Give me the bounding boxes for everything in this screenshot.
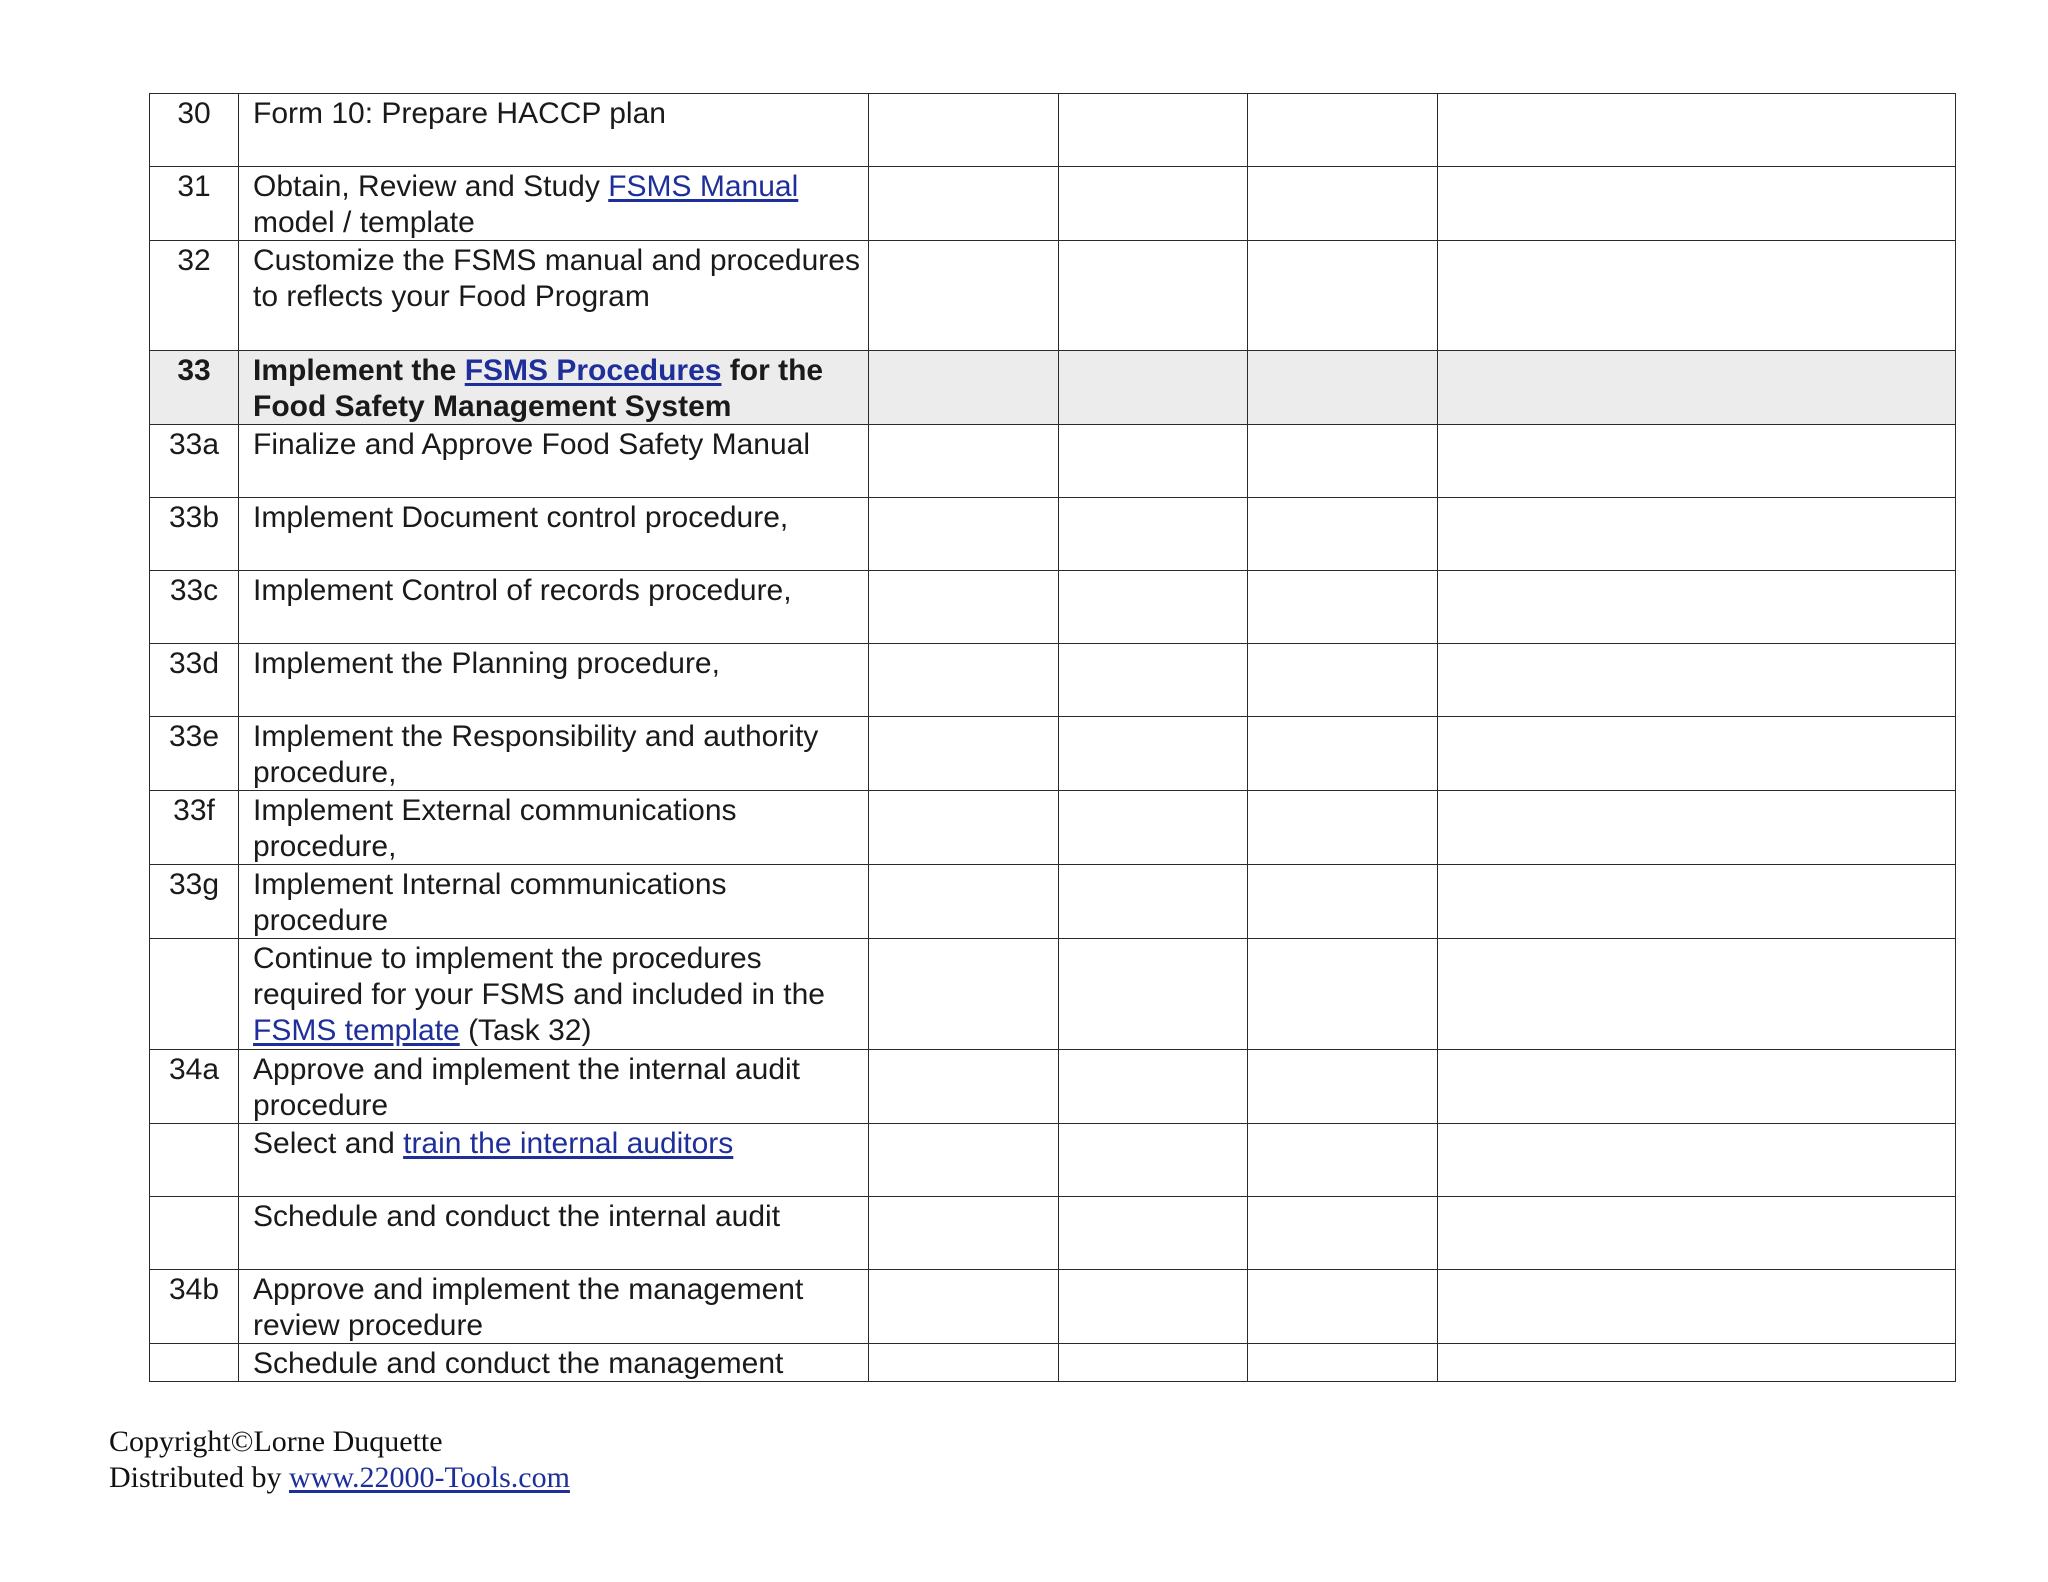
task-table-body [150,94,1956,1382]
date-cell[interactable] [1248,717,1438,791]
status-cell[interactable] [869,94,1059,167]
description-text: Implement the Planning procedure, [253,647,720,680]
notes-cell[interactable] [1438,571,1956,644]
task-number: 33e [150,717,239,791]
task-description [239,865,869,939]
task-description [239,644,869,717]
task-number: 33a [150,425,239,498]
date-cell[interactable] [1248,939,1438,1050]
status-cell[interactable] [869,241,1059,351]
notes-cell[interactable] [1438,425,1956,498]
description-text: model / template [253,206,475,239]
responsible-cell[interactable] [1059,425,1248,498]
description-text: Obtain, Review and Study [253,170,609,203]
reference-link[interactable]: train the internal auditors [403,1127,734,1160]
task-number: 33 [150,351,239,425]
task-description [239,571,869,644]
task-row [150,791,1956,865]
date-cell[interactable] [1248,644,1438,717]
responsible-cell[interactable] [1059,1197,1248,1270]
status-cell[interactable] [869,1124,1059,1197]
notes-cell[interactable] [1438,644,1956,717]
date-cell[interactable] [1248,571,1438,644]
task-row [150,425,1956,498]
description-text: Approve and implement the internal audit procedure [253,1053,801,1122]
responsible-cell[interactable] [1059,717,1248,791]
description-text: Form 10: Prepare HACCP plan [253,97,666,130]
notes-cell[interactable] [1438,1270,1956,1344]
task-description [239,717,869,791]
task-row [150,1344,1956,1382]
status-cell[interactable] [869,571,1059,644]
task-number [150,1124,239,1197]
task-row [150,1270,1956,1344]
responsible-cell[interactable] [1059,644,1248,717]
description-text: Approve and implement the management review procedure [253,1273,804,1342]
responsible-cell[interactable] [1059,241,1248,351]
notes-cell[interactable] [1438,241,1956,351]
status-cell[interactable] [869,865,1059,939]
date-cell[interactable] [1248,167,1438,241]
date-cell[interactable] [1248,425,1438,498]
description-text: Continue to implement the procedures required for your FSMS and included in the [253,942,825,1011]
website-link[interactable]: www.22000-Tools.com [289,1461,570,1494]
task-description [239,1270,869,1344]
date-cell[interactable] [1248,1197,1438,1270]
task-number: 34b [150,1270,239,1344]
task-number: 33f [150,791,239,865]
status-cell[interactable] [869,791,1059,865]
copyright-line [109,1424,443,1460]
task-number: 33d [150,644,239,717]
description-text: Implement the [253,354,465,387]
task-row [150,1197,1956,1270]
task-row [150,939,1956,1050]
task-row [150,167,1956,241]
status-cell[interactable] [869,717,1059,791]
responsible-cell[interactable] [1059,94,1248,167]
distributed-by-line [109,1460,570,1496]
description-text: Select and [253,1127,404,1160]
task-description [239,498,869,571]
task-number [150,1344,239,1382]
description-text: for the Food Safety Management System [253,354,824,423]
task-checklist-table [149,93,1956,1382]
task-row [150,498,1956,571]
task-number: 32 [150,241,239,351]
status-cell[interactable] [869,1197,1059,1270]
task-description [239,1197,869,1270]
reference-link[interactable]: FSMS template [253,1014,460,1047]
notes-cell[interactable] [1438,498,1956,571]
status-cell[interactable] [869,498,1059,571]
notes-cell[interactable] [1438,351,1956,425]
task-number: 34a [150,1050,239,1124]
task-description [239,1124,869,1197]
task-description [239,351,869,425]
description-text: Implement Internal communications procedure [253,868,727,937]
task-description [239,1050,869,1124]
responsible-cell[interactable] [1059,167,1248,241]
date-cell[interactable] [1248,351,1438,425]
description-text: Implement Document control procedure, [253,501,789,534]
distributed-by-label: Distributed by [109,1461,289,1494]
date-cell[interactable] [1248,94,1438,167]
reference-link[interactable]: FSMS Manual [608,170,799,203]
status-cell[interactable] [869,644,1059,717]
status-cell[interactable] [869,351,1059,425]
description-text: Schedule and conduct the internal audit [253,1200,781,1233]
description-text: Implement External communications procedure, [253,794,737,863]
responsible-cell[interactable] [1059,865,1248,939]
task-row [150,571,1956,644]
notes-cell[interactable] [1438,1344,1956,1382]
responsible-cell[interactable] [1059,1270,1248,1344]
task-row [150,94,1956,167]
description-text: Schedule and conduct the management [253,1347,784,1380]
responsible-cell[interactable] [1059,939,1248,1050]
description-text: (Task 32) [459,1014,592,1047]
responsible-cell[interactable] [1059,351,1248,425]
responsible-cell[interactable] [1059,1124,1248,1197]
status-cell[interactable] [869,939,1059,1050]
task-row-section-header [150,351,1956,425]
task-row [150,1124,1956,1197]
reference-link[interactable]: FSMS Procedures [464,354,722,387]
responsible-cell[interactable] [1059,1050,1248,1124]
description-text: Implement the Responsibility and authority procedure, [253,720,819,789]
status-cell[interactable] [869,1344,1059,1382]
task-description [239,94,869,167]
task-number: 33b [150,498,239,571]
status-cell[interactable] [869,1050,1059,1124]
date-cell[interactable] [1248,1050,1438,1124]
task-row [150,865,1956,939]
notes-cell[interactable] [1438,94,1956,167]
notes-cell[interactable] [1438,717,1956,791]
description-text: Implement Control of records procedure, [253,574,792,607]
description-text: Finalize and Approve Food Safety Manual [253,428,811,461]
notes-cell[interactable] [1438,1197,1956,1270]
description-text: Customize the FSMS manual and procedures to reflects your Food Program [253,244,860,313]
notes-cell[interactable] [1438,865,1956,939]
task-row [150,1050,1956,1124]
notes-cell[interactable] [1438,1050,1956,1124]
responsible-cell[interactable] [1059,498,1248,571]
status-cell[interactable] [869,1270,1059,1344]
date-cell[interactable] [1248,241,1438,351]
task-number: 33g [150,865,239,939]
task-description [239,939,869,1050]
notes-cell[interactable] [1438,1124,1956,1197]
task-number: 31 [150,167,239,241]
responsible-cell[interactable] [1059,791,1248,865]
responsible-cell[interactable] [1059,1344,1248,1382]
task-description [239,167,869,241]
task-description [239,425,869,498]
date-cell[interactable] [1248,498,1438,571]
task-number: 33c [150,571,239,644]
date-cell[interactable] [1248,1344,1438,1382]
task-description [239,791,869,865]
date-cell[interactable] [1248,1124,1438,1197]
notes-cell[interactable] [1438,167,1956,241]
task-description [239,1344,869,1382]
notes-cell[interactable] [1438,939,1956,1050]
task-row [150,644,1956,717]
date-cell[interactable] [1248,865,1438,939]
date-cell[interactable] [1248,791,1438,865]
task-number [150,939,239,1050]
copyright-text: Copyright©Lorne Duquette [109,1425,443,1458]
task-number [150,1197,239,1270]
responsible-cell[interactable] [1059,571,1248,644]
task-row [150,717,1956,791]
task-row [150,241,1956,351]
date-cell[interactable] [1248,1270,1438,1344]
task-description [239,241,869,351]
notes-cell[interactable] [1438,791,1956,865]
status-cell[interactable] [869,167,1059,241]
task-number: 30 [150,94,239,167]
status-cell[interactable] [869,425,1059,498]
